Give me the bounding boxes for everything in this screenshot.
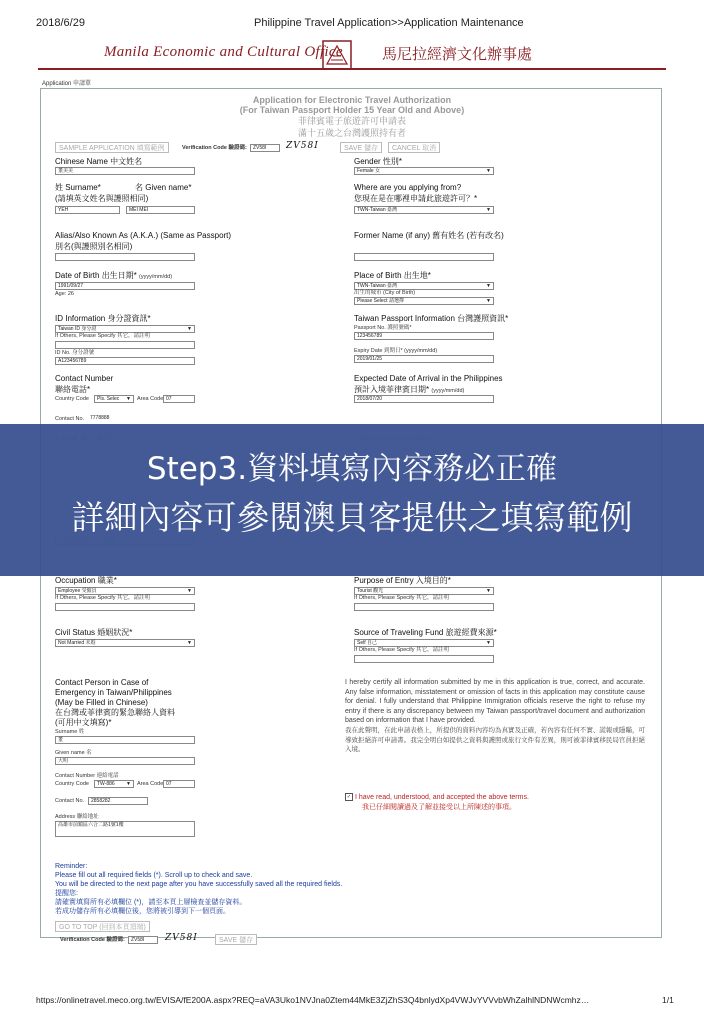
purpose-label: Purpose of Entry 入境目的* [354, 576, 451, 585]
contact-no-label: Contact No. [55, 416, 85, 422]
applying-from-select[interactable]: TWN-Taiwan 臺灣 ▼ [354, 206, 494, 214]
pob-city-label: 出生的城市 (City of Birth) [354, 290, 416, 296]
civil-status-label: Civil Status 婚姻狀況* [55, 628, 133, 637]
accept-terms [345, 793, 529, 813]
form-title-en-2: (For Taiwan Passport Holder 15 Year Old and Above) [239, 105, 465, 115]
em-country-code-label: Country Code [55, 781, 89, 787]
em-surname-label: Surname 姓 [55, 729, 85, 735]
age-display: Age: 26 [55, 291, 74, 297]
dob-input[interactable]: 1991/09/27 [55, 282, 195, 290]
arrival-label-zh-text: 預計入境菲律賓日期* [354, 385, 430, 394]
contact-no-input[interactable]: 7778888 [88, 415, 148, 423]
em-contact-label: Contact Number 連絡電話 [55, 773, 119, 779]
office-name-zh: 馬尼拉經濟文化辦事處 [382, 45, 533, 63]
id-type-select[interactable]: Taiwan ID 身分證 ▼ [55, 325, 195, 333]
former-name-input[interactable] [354, 253, 494, 261]
application-label: Application 申請單 [42, 81, 92, 87]
occupation-others-input[interactable] [55, 603, 195, 611]
accept-checkbox[interactable]: ✓ [346, 794, 352, 801]
office-name-en: Manila Economic and Cultural Office [104, 44, 343, 60]
occupation-others-label: If Others, Please Specify 其它，請註明 [55, 595, 151, 601]
em-address-input[interactable]: 高雄市前鎮區六合二路1號1樓 [55, 821, 195, 837]
em-area-code-input[interactable]: 07 [163, 780, 195, 788]
meco-logo [322, 40, 352, 70]
arrival-label-zh [354, 385, 464, 395]
id-others-input[interactable] [55, 341, 195, 349]
emergency-label-2: Emergency in Taiwan/Philippines [55, 688, 172, 697]
sample-application-button[interactable]: SAMPLE APPLICATION 填寫範例 [55, 142, 169, 153]
former-name-label: Former Name (if any) 舊有姓名 (若有改名) [354, 231, 504, 240]
reminder-block [55, 862, 342, 916]
contact-label-zh: 聯絡電話* [55, 385, 91, 394]
passport-info-label: Taiwan Passport Information 台灣護照資訊* [354, 314, 509, 323]
contact-label: Contact Number [55, 374, 114, 383]
verification-input[interactable]: ZV58I [250, 144, 280, 152]
em-given-label: Given name 名 [55, 750, 92, 756]
overlay-line-1: Step3.資料填寫內容務必正確 [146, 451, 558, 487]
overlay-line-2: 詳細內容可參閱澳貝客提供之填寫範例 [71, 498, 633, 537]
given-name-input[interactable]: MEI MEI [126, 206, 195, 214]
area-code-label: Area Code [137, 396, 164, 402]
bottom-verification-input[interactable]: ZV58I [128, 936, 158, 944]
captcha-image: ZV58I [286, 141, 319, 151]
id-no-label: ID No. 身分證號 [55, 350, 95, 356]
accept-terms-zh: 我已仔細閱讀過及了解並接受以上所陳述的事項。 [362, 804, 516, 811]
gender-label: Gender 性別* [354, 157, 403, 166]
emergency-label-3: (May be Filled in Chinese) [55, 698, 148, 707]
dob-label [55, 271, 172, 281]
em-address-label: Address 聯絡地址 [55, 814, 99, 820]
passport-no-input[interactable]: 123456789 [354, 332, 494, 340]
form-title-zh-1: 菲律賓電子旅遊許可申請表 [297, 116, 406, 126]
pob-country-select[interactable]: TWN-Taiwan 臺灣 ▼ [354, 282, 494, 290]
banner-divider [38, 68, 666, 70]
bottom-captcha-image: ZV58I [165, 933, 198, 943]
occupation-select[interactable]: Employee 受僱員 ▼ [55, 587, 195, 595]
alias-input[interactable] [55, 253, 195, 261]
save-button[interactable]: SAVE 儲存 [340, 142, 382, 153]
surname-input[interactable]: YEH [55, 206, 120, 214]
go-to-top-button[interactable]: GO TO TOP (回到本頁頂端) [55, 921, 150, 932]
em-contact-no-input[interactable]: 2858282 [88, 797, 148, 805]
print-date: 2018/6/29 [36, 17, 85, 29]
id-info-label: ID Information 身分證資訊* [55, 314, 151, 323]
alias-label-zh: 別名(與護照別名相同) [55, 242, 133, 251]
chinese-name-label: Chinese Name 中文姓名 [55, 157, 143, 166]
emergency-label-1: Contact Person in Case of [55, 678, 149, 687]
em-contact-no-label: Contact No. [55, 798, 85, 804]
print-page-number: 1/1 [662, 995, 674, 1005]
cancel-button[interactable]: CANCEL 取消 [388, 142, 440, 153]
fund-others-input[interactable] [354, 655, 494, 663]
reminder-line-2: You will be directed to the next page after you have successfully saved all the required fields. [55, 881, 343, 888]
expiry-label: Expiry Date 到期日* (yyyy/mm/dd) [354, 348, 438, 354]
emergency-label-4: 在台灣或菲律賓的緊急聯絡人資料 [55, 708, 175, 717]
country-code-label: Country Code [55, 396, 89, 402]
dob-format: (yyyy/mm/dd) [139, 274, 173, 280]
fund-source-label: Source of Traveling Fund 旅遊經費來源* [354, 628, 497, 637]
print-url: https://onlinetravel.meco.org.tw/EVISA/fE200A.aspx?REQ=aVA3Uko1NVJna0Ztem44MkE3ZjZhS3Q4bnlydXp4VWJvYVVvbWhZalhlNDNWcmhz… [36, 995, 590, 1005]
em-given-input[interactable]: 大明 [55, 757, 195, 765]
reminder-title: Reminder: [55, 863, 88, 870]
applying-from-label-zh: 您現在是在哪裡申請此旅遊許可？* [354, 194, 478, 203]
id-others-label: If Others, Please Specify 其它，請註明 [55, 333, 151, 339]
alias-label: Alias/Also Known As (A.K.A.) (Same as Passport) [55, 231, 232, 240]
area-code-input[interactable]: 07 [163, 395, 195, 403]
bottom-verification-label: Verification Code 驗證碼: [60, 937, 125, 943]
purpose-others-label: If Others, Please Specify 其它，請註明 [354, 595, 450, 601]
form-title-en-1: Application for Electronic Travel Authorization [252, 95, 452, 105]
reminder-title-zh: 提醒您: [55, 890, 78, 897]
pob-label: Place of Birth 出生地* [354, 271, 431, 280]
fund-others-label: If Others, Please Specify 其它，請註明 [354, 647, 450, 653]
given-name-label: 名 Given name* [135, 183, 192, 192]
purpose-others-input[interactable] [354, 603, 494, 611]
em-country-code-select[interactable]: TW-886 ▼ [94, 780, 134, 788]
em-area-code-label: Area Code [137, 781, 164, 787]
id-no-input[interactable]: A123456789 [55, 357, 195, 365]
applying-from-label: Where are you applying from? [354, 183, 462, 192]
certification-en: I hereby certify all information submitted by me in this application is true, correct, and accurate. Any false information, misstatement or omission of facts in this application may constitute cause for denial. I fully understand that Philippine Immigration officials reserve the right to refuse my entry if there is any discrepancy between my Taiwan passport/travel document and authorization based on information that I have provided. [345, 679, 645, 725]
bottom-save-button[interactable]: SAVE 儲存 [215, 934, 257, 945]
arrival-label: Expected Date of Arrival in the Philippines [354, 374, 503, 383]
arrival-format: (yyyy/mm/dd) [431, 388, 465, 394]
passport-no-label: Passport No. 護照號碼* [354, 325, 412, 331]
reminder-line-zh-2: 若成功儲存所有必填欄位後，您將被引導到下一個頁面。 [55, 908, 230, 915]
purpose-select[interactable]: Tourist 觀光 ▼ [354, 587, 494, 595]
dob-label-text: Date of Birth 出生日期* [55, 271, 137, 280]
emergency-label-5: (可用中文填寫)* [55, 718, 112, 727]
arrival-input[interactable]: 2018/07/20 [354, 395, 494, 403]
reminder-line-1: Please fill out all required fields (*). Scroll up to check and save. [55, 872, 253, 879]
print-title: Philippine Travel Application>>Application Maintenance [254, 17, 524, 29]
chinese-name-input[interactable]: 董美美 [55, 167, 195, 175]
expiry-input[interactable]: 2019/01/25 [354, 355, 494, 363]
fund-source-select[interactable]: Self 自己 ▼ [354, 639, 494, 647]
certification-text [345, 678, 645, 755]
verification-label: Verification Code 驗證碼: [182, 145, 247, 151]
surname-label: 姓 Surname* [55, 183, 101, 192]
country-code-select[interactable]: Pls. Selec ▼ [94, 395, 134, 403]
name-hint: (請填英文姓名與護照相同) [55, 194, 149, 203]
civil-status-select[interactable]: Not Married 未婚 ▼ [55, 639, 195, 647]
form-title-zh-2: 滿十五歲之台灣護照持有者 [297, 128, 406, 138]
pob-city-select[interactable]: Please Select 請選擇 ▼ [354, 297, 494, 305]
reminder-line-zh-1: 請確實填寫所有必填欄位 (*)，請至本頁上層檢查並儲存資料。 [55, 899, 247, 906]
em-surname-input[interactable]: 董 [55, 736, 195, 744]
occupation-label: Occupation 職業* [55, 576, 117, 585]
certification-zh: 我在此聲明，在此申請表格上，所提供的資料內容均為真實及正確，若內容有任何不實、謊報或隱瞞，可導致拒絕許可申請書。我完全明白如提供之資料與護照或旅行文件有差異，則可被菲律賓移民局官員拒絕入境。 [345, 726, 645, 754]
gender-select[interactable]: Female 女 ▼ [354, 167, 494, 175]
accept-terms-en: I have read, understood, and accepted the above terms. [354, 794, 529, 801]
